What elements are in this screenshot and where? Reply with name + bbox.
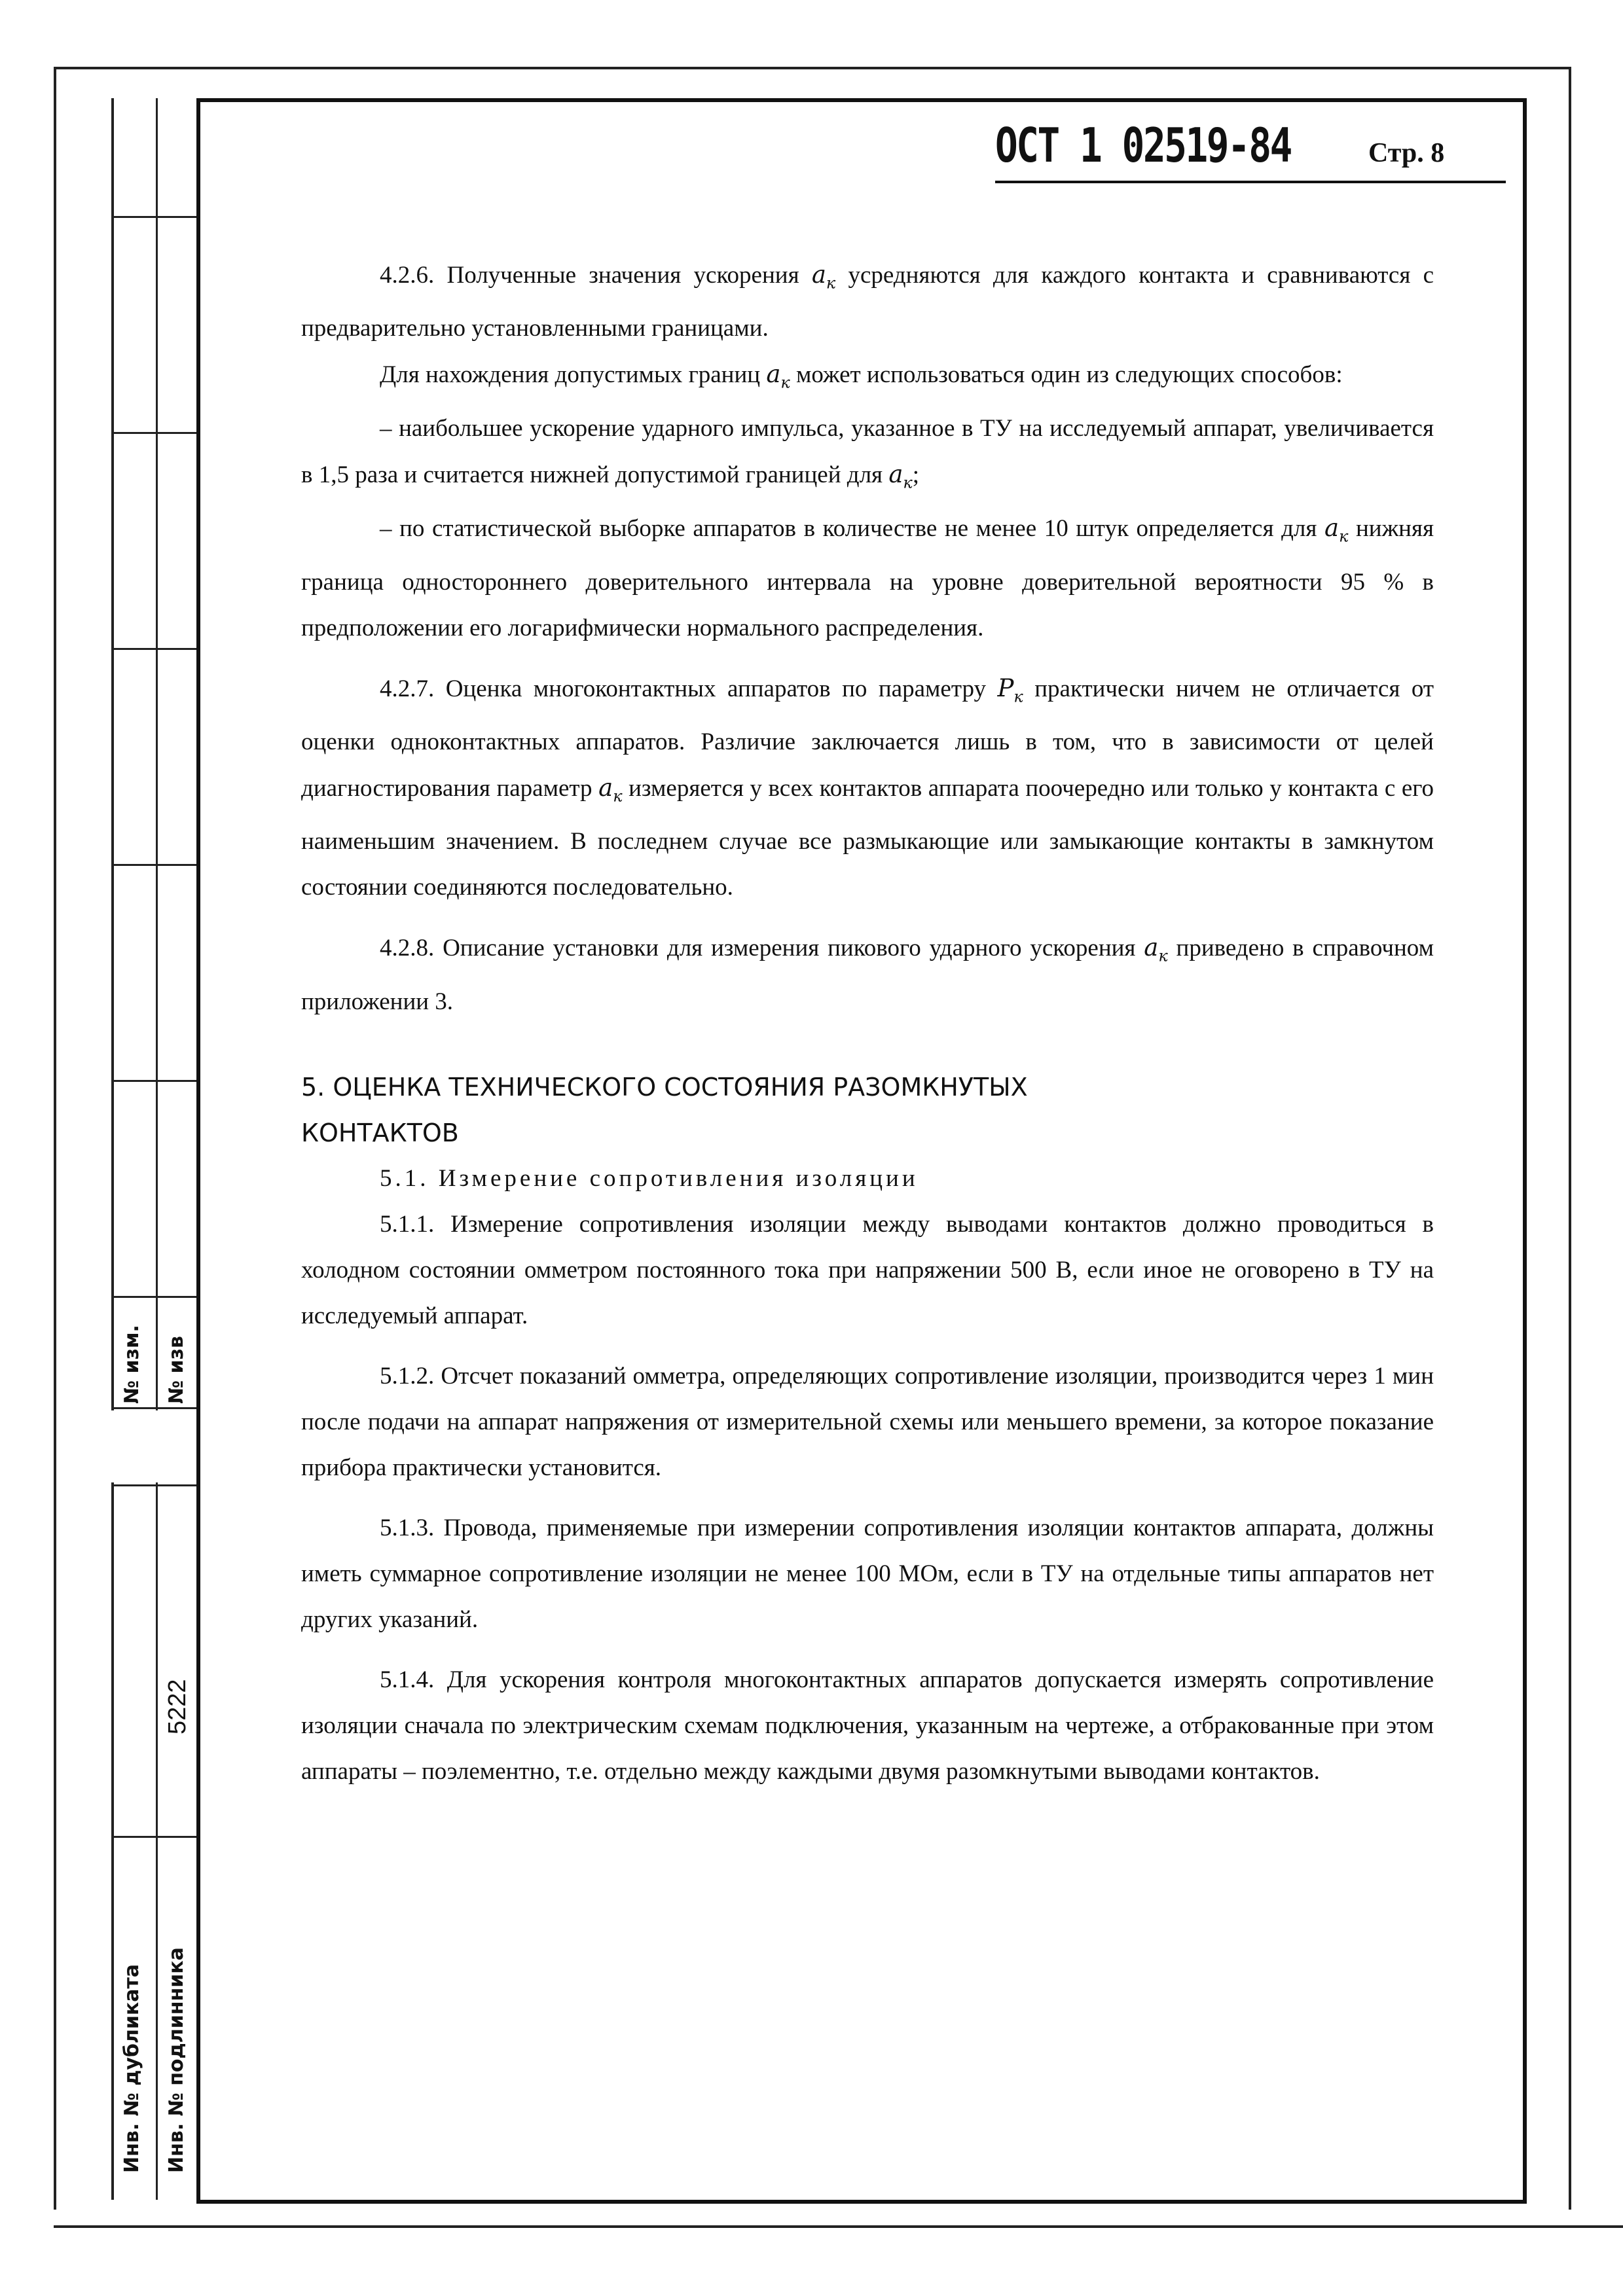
side-column-divider [156,98,158,2200]
symbol-ak: $a_к$ [888,459,913,492]
paragraph-4-2-7: 4.2.7. Оценка многоконтактных аппаратов по параметру $P_к$ практически ничем не отличается от оценки одноконтактных аппаратов. Различие заключается лишь в том, что в зависимости от целей диагностирования параметр $a_к$ измеряется у всех контактов аппарата поочередно или только у контакта с его наименьшим значением. В последнем случае все размыкающие или замыкающие контакты в замкнутом состоянии соединяются последовательно. [301,673,1434,901]
original-inventory-label: Инв. № подлинника [165,1947,188,2173]
side-divider [111,432,196,434]
section-title-continued: КОНТАКТОВ [301,1118,459,1147]
symbol-ak: $a_к$ [811,260,836,293]
side-divider [111,1080,196,1082]
paragraph-4-2-6-methods: Для нахождения допустимых границ $a_к$ может использоваться один из следующих способов: [380,360,1343,392]
header-underline [995,181,1506,183]
side-divider [111,1836,196,1838]
original-inventory-number: 5222 [164,1679,191,1734]
list-item-method-2: – по статистической выборке аппаратов в количестве не менее 10 штук определяется для $a_к$ нижняя граница одностороннего доверительного интервала на уровне доверительной вероятности 95 % в предположении его логарифмически нормального распределения. [301,514,1434,641]
symbol-ak: $a_к$ [766,360,790,392]
document-body [301,252,1434,1795]
section-title: 5. ОЦЕНКА ТЕХНИЧЕСКОГО СОСТОЯНИЯ РАЗОМКНУТЫХ [301,1072,1028,1102]
symbol-pk: $P_к$ [997,673,1023,706]
izv-number-label: № изв [165,1336,188,1404]
paragraph-5-1-1: 5.1.1. Измерение сопротивления изоляции между выводами контактов должно проводиться в холодном состоянии омметром постоянного тока при напряжении 500 В, если иное не оговорено в ТУ на исследуемый аппарат. [301,1210,1434,1329]
side-divider [111,216,196,218]
paragraph-5-1-4: 5.1.4. Для ускорения контроля многоконтактных аппаратов допускается измерять сопротивление изоляции сначала по электрическим схемам подключения, указанным на чертеже, а отбракованные при этом аппараты – поэлементно, т.е. отдельно между каждыми двумя разомкнутыми выводами контактов. [301,1666,1434,1785]
paragraph-5-1-3: 5.1.3. Провода, применяемые при измерении сопротивления изоляции контактов аппарата, должны иметь суммарное сопротивление изоляции не менее 100 МОм, если в ТУ на отдельные типы аппаратов нет других указаний. [301,1514,1434,1633]
duplicate-inventory-label: Инв. № дубликата [120,1964,143,2173]
symbol-ak: $a_к$ [1324,514,1349,546]
side-stamp-strip [111,98,199,2200]
paragraph-4-2-6: 4.2.6. Полученные значения ускорения $a_к$ усредняются для каждого контакта и сравниваются с предварительно установленными границами. [301,260,1434,342]
side-gap [105,1410,203,1482]
side-divider [111,648,196,650]
izm-number-label: № изм. [120,1325,143,1404]
side-divider [111,864,196,866]
page-header [995,118,1506,183]
paragraph-4-2-8: 4.2.8. Описание установки для измерения пикового ударного ускорения $a_к$ приведено в справочном приложении 3. [301,933,1434,1015]
symbol-ak: $a_к$ [1144,933,1168,965]
bottom-border-line [54,2225,1623,2228]
symbol-ak: $a_к$ [598,773,623,806]
document-code: ОСТ 1 02519-84 [995,118,1291,173]
paragraph-5-1-2: 5.1.2. Отсчет показаний омметра, определяющих сопротивление изоляции, производится через 1 мин после подачи на аппарат напряжения от измерительной схемы или меньшего времени, за которое показание прибора практически установится. [301,1362,1434,1481]
page-number: Стр. 8 [1368,138,1445,168]
side-divider [111,1296,196,1298]
subsection-heading-5-1: 5.1. Измерение сопротивления изоляции [380,1164,919,1192]
list-item-method-1: – наибольшее ускорение ударного импульса, указанное в ТУ на исследуемый аппарат, увеличивается в 1,5 раза и считается нижней допустимой границей для $a_к$; [301,414,1434,492]
side-divider [111,1407,196,1409]
side-divider [111,1484,196,1486]
